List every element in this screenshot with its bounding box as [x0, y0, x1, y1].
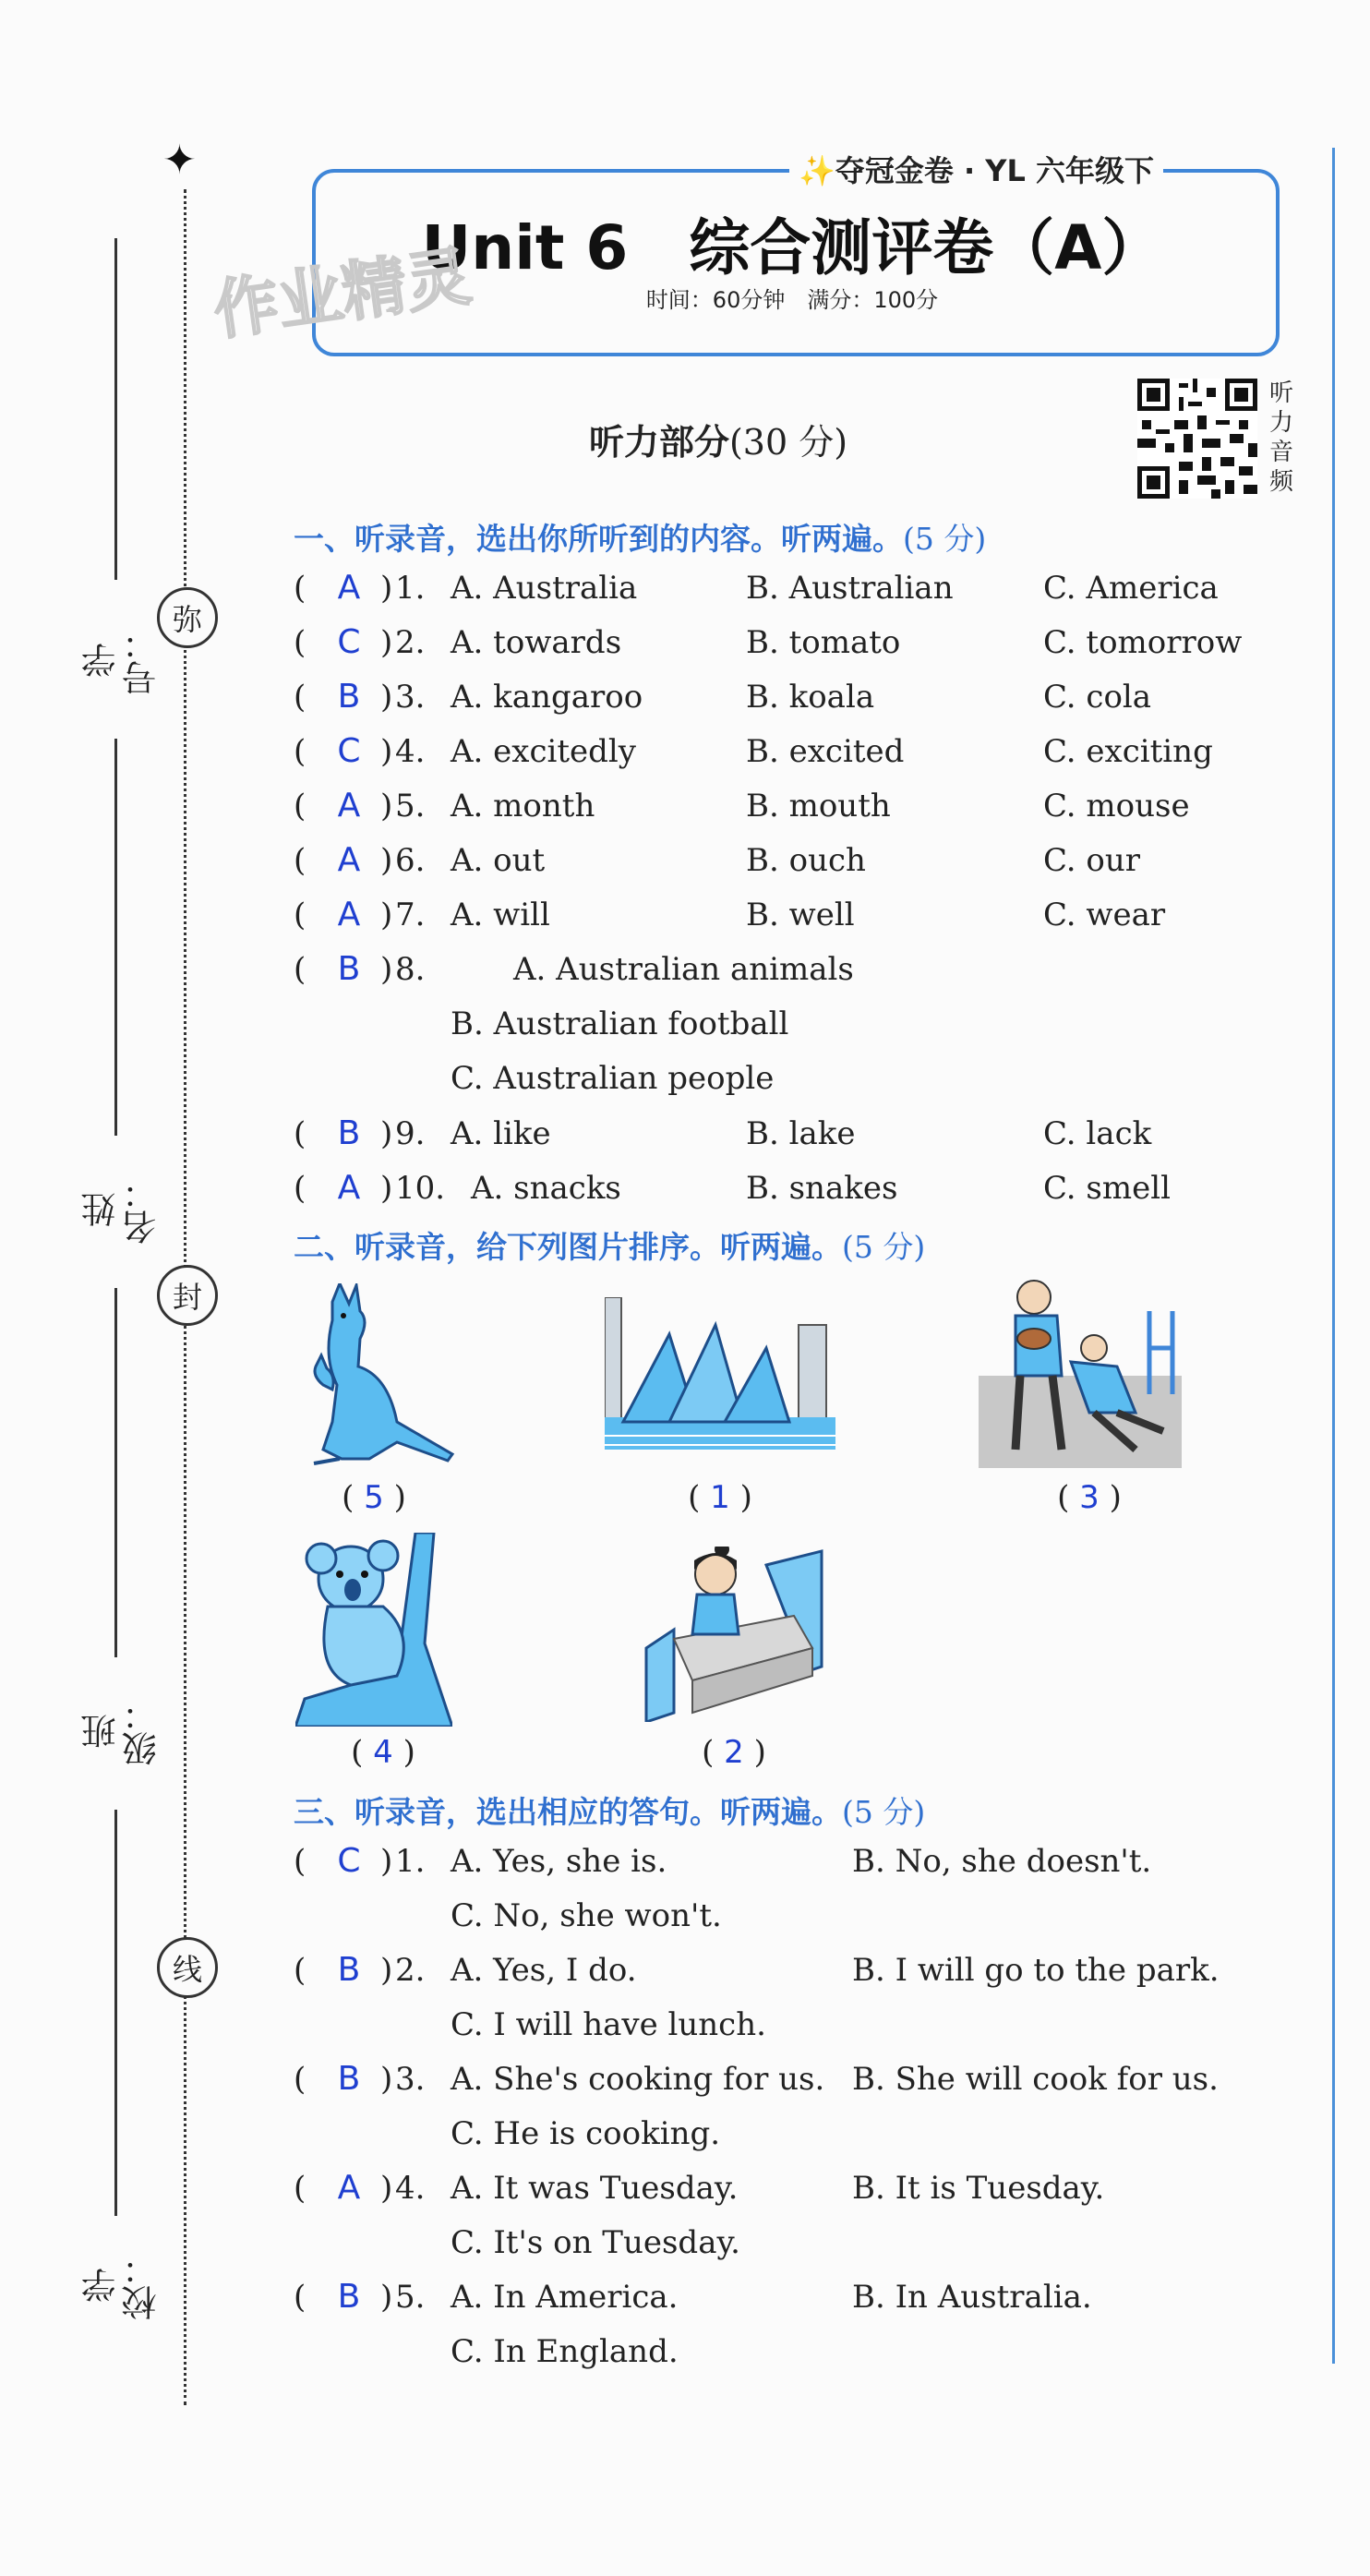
- question-row: [294, 1111, 1318, 1157]
- option-a: A. It was Tuesday.: [451, 2170, 739, 2207]
- option-a: A. Yes, I do.: [451, 1952, 637, 1989]
- name-line: [114, 739, 117, 1136]
- star-icon: ✦: [162, 137, 197, 184]
- option-a: A. Yes, she is.: [451, 1843, 667, 1880]
- option-c: C. America: [1043, 570, 1219, 607]
- option-a: A. will: [451, 897, 550, 933]
- right-border-line: [1332, 148, 1335, 2364]
- option-c: C. It's on Tuesday.: [451, 2224, 740, 2261]
- response-row: [294, 2274, 1318, 2370]
- question-row: [294, 892, 1318, 938]
- option-a: A. She's cooking for us.: [451, 2061, 825, 2098]
- option-c: C. I will have lunch.: [451, 2006, 766, 2043]
- option-b: B. Australian football: [451, 1005, 789, 1042]
- qr-code-icon[interactable]: [1137, 379, 1257, 499]
- question-number: 9.: [395, 1115, 426, 1152]
- answer-mark: B: [337, 1951, 361, 1989]
- option-b: B. I will go to the park.: [852, 1952, 1220, 1989]
- question-row: [294, 620, 1318, 666]
- picture-caption: ( 1 ): [688, 1479, 752, 1516]
- listening-section-title: 听力部分(30 分): [588, 422, 848, 463]
- open-paren: (: [294, 1952, 306, 1989]
- seal-char-xian: 线: [157, 1937, 218, 1998]
- open-paren: (: [294, 2061, 306, 2098]
- question-number: 1.: [395, 1843, 426, 1880]
- open-paren: (: [294, 624, 306, 661]
- open-paren: (: [294, 570, 306, 607]
- option-b: B. excited: [746, 733, 905, 770]
- option-b: B. She will cook for us.: [852, 2061, 1219, 2098]
- answer-mark: B: [337, 1114, 361, 1152]
- option-b: B. lake: [746, 1115, 856, 1152]
- open-paren: (: [294, 842, 306, 879]
- open-paren: (: [294, 733, 306, 770]
- football-picture: [979, 1274, 1182, 1468]
- question-number: 3.: [395, 2061, 426, 2098]
- option-b: B. It is Tuesday.: [852, 2170, 1105, 2207]
- option-c: C. exciting: [1043, 733, 1213, 770]
- close-paren: ): [380, 1952, 393, 1989]
- option-c: C. lack: [1043, 1115, 1152, 1152]
- close-paren: ): [380, 2170, 393, 2207]
- option-b: B. No, she doesn't.: [852, 1843, 1152, 1880]
- question-number: 7.: [395, 897, 426, 933]
- question-row: [294, 946, 1318, 1097]
- option-c: C. wear: [1043, 897, 1166, 933]
- close-paren: ): [380, 733, 393, 770]
- time-info: 时间：60分钟 满分：100分: [645, 287, 939, 313]
- option-c: C. our: [1043, 842, 1141, 879]
- open-paren: (: [294, 2170, 306, 2207]
- picture-caption: ( 4 ): [351, 1734, 415, 1771]
- question-row: [294, 728, 1318, 775]
- part3-heading: 三、听录音，选出相应的答句。听两遍。(5 分): [294, 1794, 926, 1830]
- close-paren: ): [380, 679, 393, 716]
- question-number: 2.: [395, 624, 426, 661]
- answer-mark: C: [337, 732, 361, 770]
- answer-mark: A: [337, 896, 361, 933]
- close-paren: ): [380, 842, 393, 879]
- option-c: C. mouse: [1043, 788, 1190, 825]
- response-row: [294, 1838, 1318, 1934]
- option-c: C. In England.: [451, 2333, 679, 2370]
- picture-caption: ( 2 ): [702, 1734, 766, 1771]
- series-label: ✨夺冠金卷 · YL 六年级下: [789, 148, 1163, 190]
- close-paren: ): [380, 1115, 393, 1152]
- student-id-line: [114, 238, 117, 580]
- koala-picture: [295, 1533, 452, 1727]
- option-b: B. ouch: [746, 842, 866, 879]
- option-b: B. tomato: [746, 624, 901, 661]
- question-number: 10.: [395, 1170, 446, 1207]
- question-row: [294, 783, 1318, 829]
- question-number: 4.: [395, 733, 426, 770]
- class-label: 班级：: [81, 1696, 162, 1766]
- student-id-label: 学号：: [81, 625, 162, 695]
- watermark: 作业精灵: [209, 237, 476, 350]
- class-line: [114, 1288, 117, 1657]
- open-paren: (: [294, 951, 306, 988]
- option-c: C. No, she won't.: [451, 1897, 722, 1934]
- option-b: B. snakes: [746, 1170, 898, 1207]
- answer-mark: B: [337, 678, 361, 716]
- option-c: C. He is cooking.: [451, 2115, 721, 2152]
- close-paren: ): [380, 951, 393, 988]
- opera-house-picture: [605, 1297, 835, 1454]
- answer-mark: A: [337, 1169, 361, 1207]
- answer-mark: B: [337, 950, 361, 988]
- question-row: [294, 674, 1318, 720]
- option-a: A. Australian animals: [513, 951, 854, 988]
- close-paren: ): [380, 1170, 393, 1207]
- option-a: A. like: [451, 1115, 551, 1152]
- answer-mark: C: [337, 623, 361, 661]
- close-paren: ): [380, 897, 393, 933]
- sparkle-icon: ✨: [799, 153, 835, 188]
- option-b: B. well: [746, 897, 855, 933]
- question-number: 6.: [395, 842, 426, 879]
- name-label: 姓名：: [81, 1174, 162, 1245]
- response-row: [294, 2165, 1318, 2261]
- close-paren: ): [380, 1843, 393, 1880]
- option-a: A. excitedly: [451, 733, 637, 770]
- answer-mark: A: [337, 841, 361, 879]
- open-paren: (: [294, 1115, 306, 1152]
- open-paren: (: [294, 897, 306, 933]
- question-number: 3.: [395, 679, 426, 716]
- option-c: C. cola: [1043, 679, 1152, 716]
- close-paren: ): [380, 570, 393, 607]
- part2-heading: 二、听录音，给下列图片排序。听两遍。(5 分): [294, 1229, 926, 1265]
- seal-char-feng: 封: [157, 1265, 218, 1326]
- option-a: A. In America.: [451, 2279, 679, 2316]
- option-b: B. mouth: [746, 788, 891, 825]
- question-row: [294, 1165, 1318, 1211]
- close-paren: ): [380, 2061, 393, 2098]
- page-title: Unit 6 综合测评卷（A）: [421, 212, 1163, 283]
- option-c: C. Australian people: [451, 1060, 775, 1097]
- qr-audio-label: 听力音频: [1268, 379, 1293, 496]
- answer-mark: A: [337, 787, 361, 825]
- option-b: B. Australian: [746, 570, 954, 607]
- open-paren: (: [294, 1843, 306, 1880]
- option-a: A. towards: [451, 624, 622, 661]
- close-paren: ): [380, 624, 393, 661]
- question-number: 8.: [395, 951, 426, 988]
- option-a: A. month: [451, 788, 595, 825]
- kangaroo-picture: [295, 1283, 462, 1468]
- close-paren: ): [380, 788, 393, 825]
- question-number: 1.: [395, 570, 426, 607]
- option-a: A. Australia: [451, 570, 638, 607]
- option-a: A. snacks: [471, 1170, 621, 1207]
- option-c: C. smell: [1043, 1170, 1171, 1207]
- open-paren: (: [294, 1170, 306, 1207]
- option-a: A. out: [451, 842, 546, 879]
- answer-mark: B: [337, 2278, 361, 2316]
- close-paren: ): [380, 2279, 393, 2316]
- response-row: [294, 1947, 1318, 2043]
- open-paren: (: [294, 2279, 306, 2316]
- question-number: 5.: [395, 788, 426, 825]
- answer-mark: B: [337, 2060, 361, 2098]
- open-paren: (: [294, 788, 306, 825]
- part1-heading: 一、听录音，选出你所听到的内容。听两遍。(5 分): [294, 521, 987, 557]
- bed-picture: [637, 1547, 831, 1722]
- school-line: [114, 1810, 117, 2216]
- picture-caption: ( 3 ): [1057, 1479, 1122, 1516]
- question-row: [294, 565, 1318, 611]
- answer-mark: A: [337, 569, 361, 607]
- option-a: A. kangaroo: [451, 679, 643, 716]
- response-row: [294, 2056, 1318, 2152]
- question-row: [294, 837, 1318, 884]
- question-number: 4.: [395, 2170, 426, 2207]
- answer-mark: A: [337, 2169, 361, 2207]
- school-label: 学校：: [81, 2250, 162, 2320]
- option-c: C. tomorrow: [1043, 624, 1243, 661]
- picture-caption: ( 5 ): [342, 1479, 406, 1516]
- open-paren: (: [294, 679, 306, 716]
- question-number: 5.: [395, 2279, 426, 2316]
- option-b: B. koala: [746, 679, 875, 716]
- question-number: 2.: [395, 1952, 426, 1989]
- answer-mark: C: [337, 1842, 361, 1880]
- option-b: B. In Australia.: [852, 2279, 1092, 2316]
- seal-char-mi: 弥: [157, 587, 218, 648]
